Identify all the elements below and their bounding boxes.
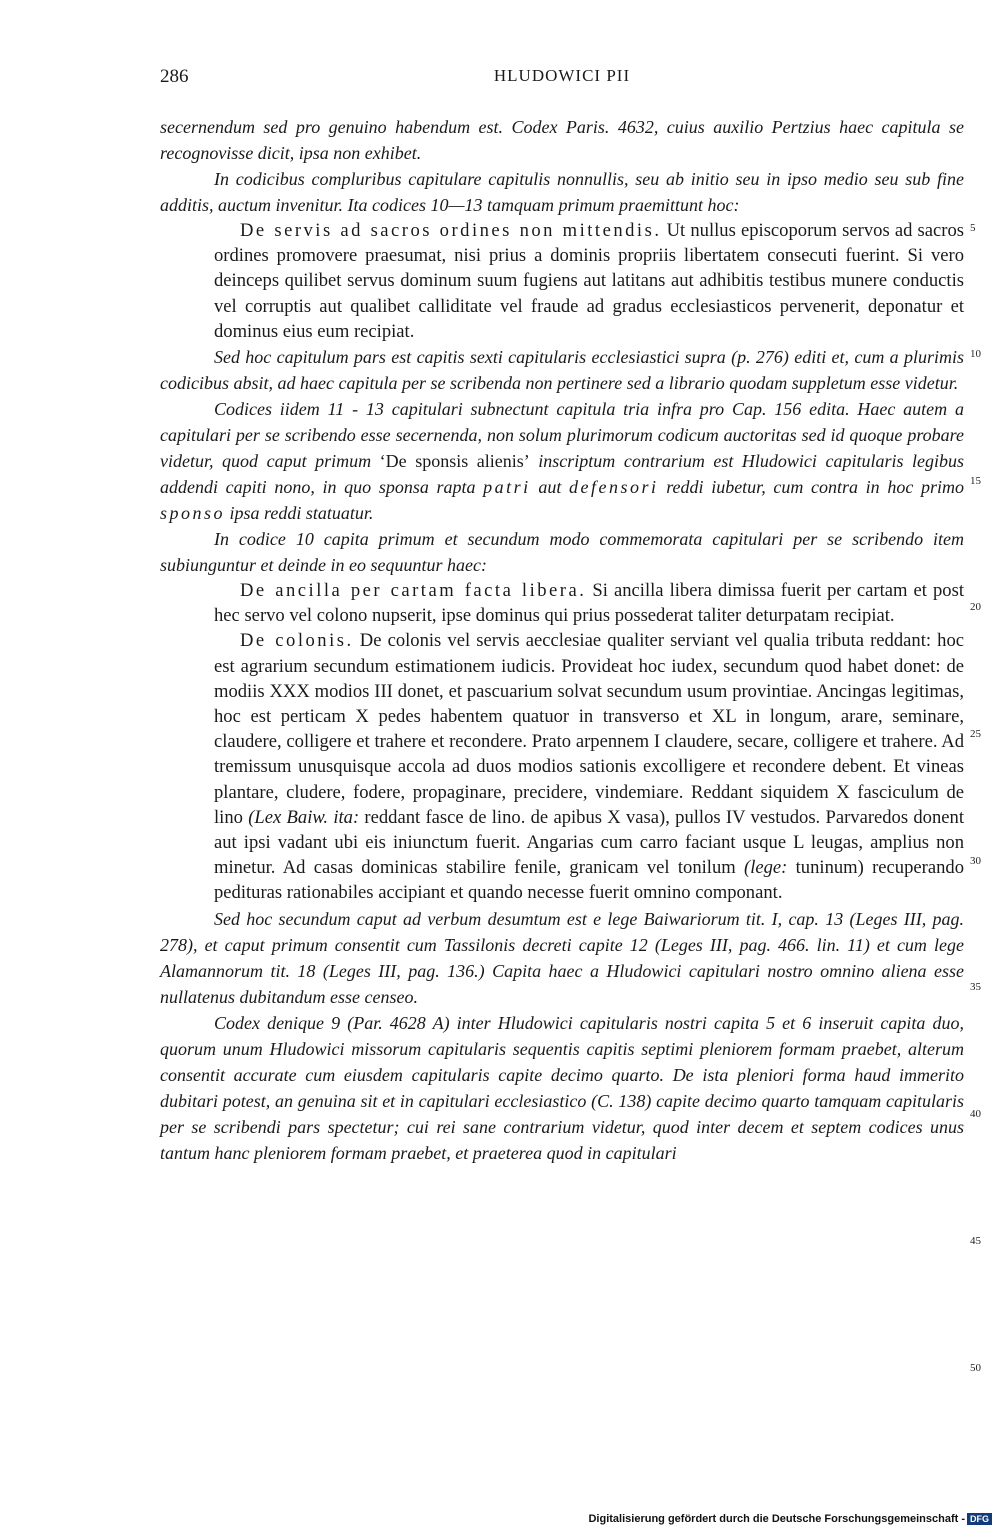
paragraph-5-part-a: Codices iidem 11 - 13 capitulari subnectunt capitula tria infra pro Cap. 156 edita. Haec autem a capitulari per se scribendo esse secernenda, non solum plurimorum codicum auctoritas sed id quoque probare videtur, quod caput primum (160, 399, 964, 472)
body-text (160, 114, 964, 1166)
page-number: 286 (160, 66, 189, 87)
paragraph-7-body: Si ancilla libera dimissa fuerit per cartam et post hec servo vel colono nupserit, ipse dominus qui prius possederat taliter deturpatam recipiat. (214, 580, 964, 627)
paragraph-8-body-c: tuninum) recuperando pedituras rationabiles accipiant et quando necesse fuerit omnino componant. (214, 857, 964, 904)
paragraph-5-part-b: inscriptum contrarium est Hludowici capitularis legibus addendi capiti nono, in quo sponsa rapta (160, 451, 965, 498)
line-number: 15 (970, 475, 981, 487)
dfg-logo: DFG (967, 1513, 992, 1525)
paragraph-8 (214, 628, 964, 905)
paragraph-7 (214, 578, 964, 628)
line-number: 25 (970, 728, 981, 740)
line-number: 40 (970, 1108, 981, 1120)
line-number: 5 (970, 222, 976, 234)
paragraph-3 (214, 218, 964, 344)
line-number: 35 (970, 981, 981, 993)
line-number: 30 (970, 855, 981, 867)
note-lege: (lege: (744, 857, 788, 879)
footer-text: Digitalisierung gefördert durch die Deutsche Forschungsgemeinschaft - (588, 1512, 965, 1525)
running-title: HLUDOWICI PII (493, 66, 631, 85)
paragraph-10: Codex denique 9 (Par. 4628 A) inter Hludowici capitularis nostri capita 5 et 6 inseruit capita duo, quorum unum Hludowici missorum capitularis sequentis capitis septimi pleniorem formam praebet, alterum consentit accurate cum eiusdem capitularis capite decimo quarto. De ista pleniori forma haud immerito dubitari potest, an genuina sit et in capitulari ecclesiastico (C. 138) capite decimo quarto tamquam capitularis per se scribendi pars spectetur; cui rei sane contrarium videtur, quod inter decem et septem codices unus tantum hanc pleniorem formam praebet, et praeterea quod in capitulari (160, 1012, 964, 1163)
quote-de-sponsis: ‘De sponsis alienis’ (379, 451, 530, 472)
footer-credit (588, 1513, 992, 1525)
line-number: 50 (970, 1362, 981, 1374)
paragraph-9: Sed hoc secundum caput ad verbum desumtum est e lege Baiwariorum tit. I, cap. 13 (Leges III, pag. 278), et caput primum consentit cum Tassilonis decreti capite 12 (Leges III, pag. 466. lin. 11) et cum lege Alamannorum tit. 18 (Leges III, pag. 136.) Capita haec a Hludowici capitulari nostro omnino aliena esse nullatenus dubitandum esse censeo. (160, 908, 964, 1007)
page-header (160, 66, 964, 96)
paragraph-5-part-d: reddi iubetur, cum contra in hoc primo (658, 477, 964, 498)
paragraph-8-body-a: De colonis vel servis aecclesiae qualiter serviant vel qualia tributa reddant: hoc est agrarium secundum estimationem iudicis. Provideat hoc iudex, secundum quod habet donet: de modiis XXX modios III donet, et pascuarium solvat secundum usum provintiae. Ancingas legitimas, hoc est perticam X pedes habentem quatuor in transverso et XL in longum, arare, seminare, claudere, colligere et trahere et recondere. Prato arpennem I claudere, secare, colligere et trahere. Ad tremissum unusquisque accola ad duos modios sationis excolligere et recondere debent. Et vineas plantare, cludere, fodere, propaginare, precidere, vindemiare. Reddant siquidem X fasciculum de lino (214, 630, 964, 828)
spaced-sponso: sponso (160, 503, 226, 524)
line-number: 45 (970, 1235, 981, 1247)
paragraph-5 (160, 396, 964, 526)
paragraph-5-part-e: ipsa reddi statuatur. (225, 503, 374, 524)
line-number: 20 (970, 601, 981, 613)
rubric-de-ancilla: De ancilla per cartam facta libera. (240, 580, 587, 602)
paragraph-4: Sed hoc capitulum pars est capitis sexti capitularis ecclesiastici supra (p. 276) editi et, cum a plurimis codicibus absit, ad haec capitula per se scribenda non pertinere sed a librario quodam suppletum esse videtur. (160, 347, 964, 394)
line-number: 10 (970, 348, 981, 360)
paragraph-5-part-c: aut (530, 477, 570, 498)
paragraph-1: secernendum sed pro genuino habendum est. Codex Paris. 4632, cuius auxilio Pertzius haec capitula se recognovisse dicit, ipsa non exhibet. (160, 117, 964, 163)
paragraph-3-body: Ut nullus episcoporum servos ad sacros ordines promovere praesumat, nisi prius a dominis propriis libertatem consecuti fuerint. Si vero deinceps quilibet servus dominum suum fugiens aut latitans aut adhibitis testibus munere conductis vel corruptis aut qualibet calliditate vel fraude ad gradus ecclesiasticos pervenerit, deponatur et dominus eius eum recipiat. (214, 220, 964, 342)
rubric-de-colonis: De colonis. (240, 630, 354, 652)
paragraph-6: In codice 10 capita primum et secundum modo commemorata capitulari per se scribendo item subiunguntur et deinde in eo sequuntur haec: (160, 529, 964, 576)
paragraph-2: In codicibus compluribus capitulare capitulis nonnullis, seu ab initio seu in ipso medio seu sub fine additis, auctum invenitur. Ita codices 10—13 tamquam primum praemittunt hoc: (160, 169, 964, 215)
rubric-de-servis: De servis ad sacros ordines non mittendis. (240, 220, 662, 241)
spaced-patri: patri (483, 477, 531, 498)
paragraph-8-body-b: reddant fasce de lino. de apibus X vasa), pullos IV vestudos. Parvaredos donent aut ipsi vadant ubi eis iniunctum fuerit. Angarias cum carro faciant usque L leugas, amplius non minetur. Ad casas dominicas stabilire fenile, granicam vel tonilum (214, 806, 964, 879)
spaced-defensori: defensori (569, 477, 659, 498)
note-lex-baiw: (Lex Baiw. ita: (248, 806, 360, 828)
